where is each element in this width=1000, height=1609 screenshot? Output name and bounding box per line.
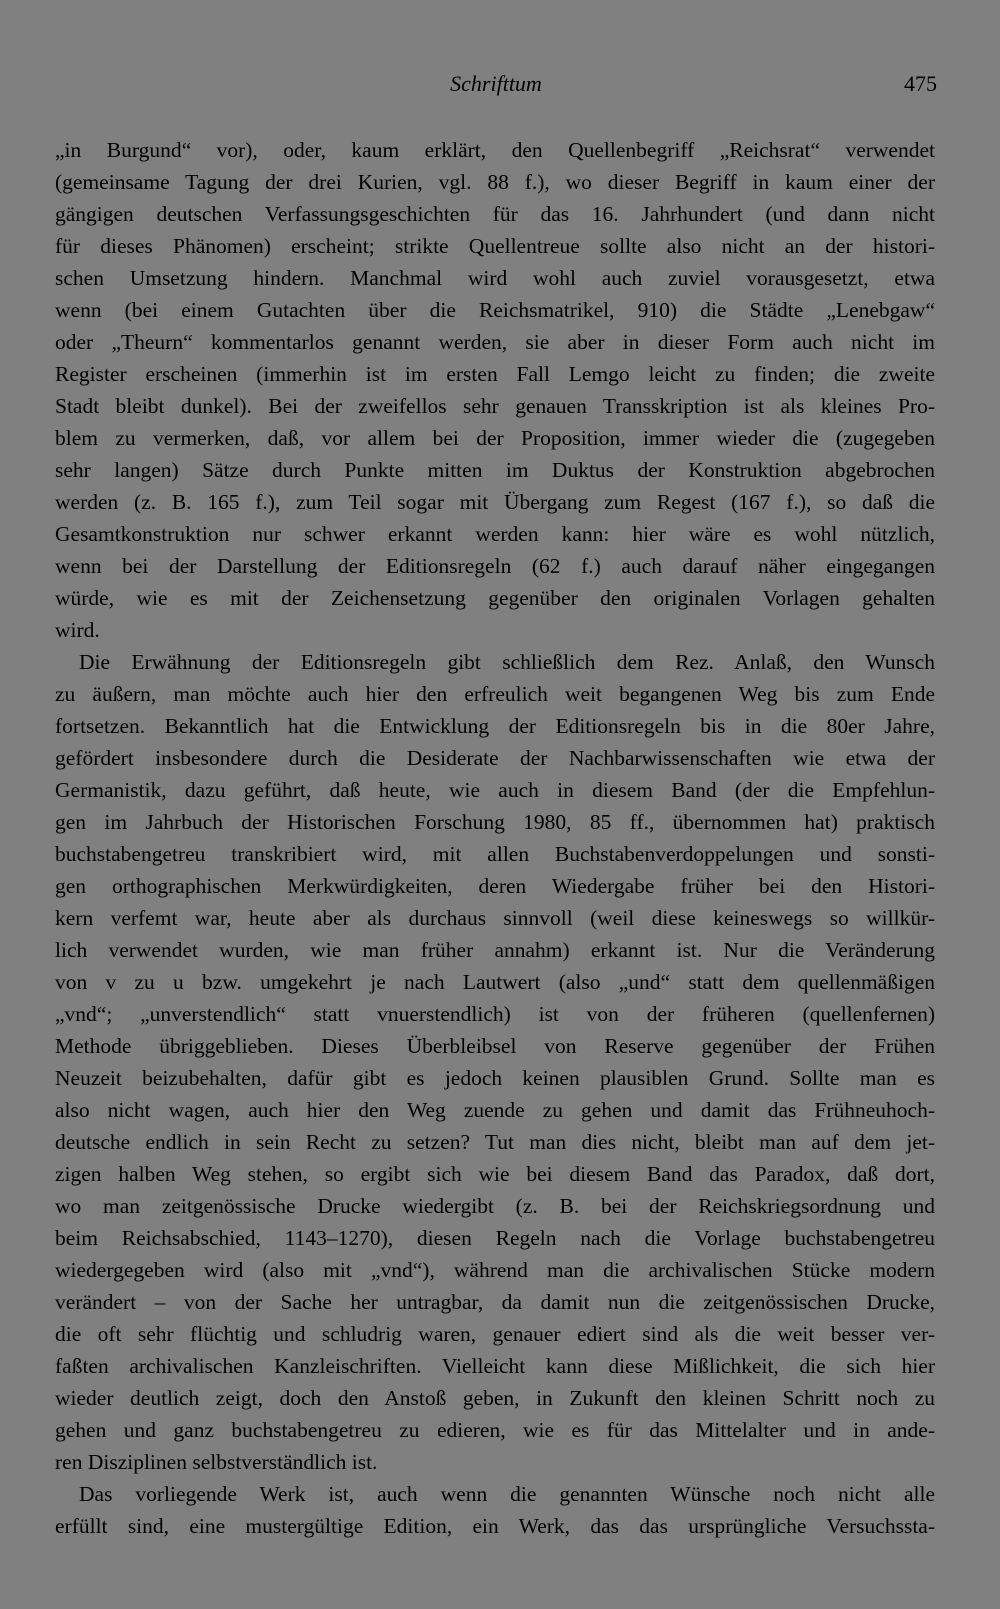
text-line: Neuzeit beizubehalten, dafür gibt es jedoch keinen plausiblen Grund. Sollte man es bbox=[55, 1066, 935, 1090]
body-text bbox=[55, 134, 935, 1542]
paragraph bbox=[55, 134, 935, 646]
text-line: wo man zeitgenössische Drucke wiedergibt (z. B. bei der Reichskriegsordnung und bbox=[55, 1194, 935, 1218]
text-line: gefördert insbesondere durch die Desiderate der Nachbarwissenschaften wie etwa der bbox=[55, 746, 935, 770]
text-line: wieder deutlich zeigt, doch den Anstoß geben, in Zukunft den kleinen Schritt noch zu bbox=[55, 1386, 935, 1410]
text-line: wird. bbox=[55, 618, 100, 642]
text-line: gehen und ganz buchstabengetreu zu edieren, wie es für das Mittelalter und in ande- bbox=[55, 1418, 935, 1442]
text-line: also nicht wagen, auch hier den Weg zuende zu gehen und damit das Frühneuhoch- bbox=[55, 1098, 935, 1122]
text-line: Die Erwähnung der Editionsregeln gibt schließlich dem Rez. Anlaß, den Wunsch bbox=[79, 650, 935, 674]
text-line: wiedergegeben wird (also mit „vnd“), während man die archivalischen Stücke modern bbox=[55, 1258, 935, 1282]
text-line: Register erscheinen (immerhin ist im ersten Fall Lemgo leicht zu finden; die zweite bbox=[55, 362, 935, 386]
text-line: blem zu vermerken, daß, vor allem bei der Proposition, immer wieder die (zugegeben bbox=[55, 426, 935, 450]
text-line: Das vorliegende Werk ist, auch wenn die genannten Wünsche noch nicht alle bbox=[79, 1482, 935, 1506]
text-line: von v zu u bzw. umgekehrt je nach Lautwert (also „und“ statt dem quellenmäßigen bbox=[55, 970, 935, 994]
text-line: faßten archivalischen Kanzleischriften. Vielleicht kann diese Mißlichkeit, die sich hier bbox=[55, 1354, 935, 1378]
paragraph bbox=[55, 646, 935, 1478]
text-line: „in Burgund“ vor), oder, kaum erklärt, den Quellenbegriff „Reichsrat“ verwendet bbox=[55, 138, 935, 162]
text-line: gen im Jahrbuch der Historischen Forschung 1980, 85 ff., übernommen hat) praktisch bbox=[55, 810, 935, 834]
text-line: wenn (bei einem Gutachten über die Reichsmatrikel, 910) die Städte „Lenebgaw“ bbox=[55, 298, 935, 322]
text-line: Stadt bleibt dunkel). Bei der zweifellos sehr genauen Transskription ist als kleines Pro- bbox=[55, 394, 935, 418]
text-line: lich verwendet wurden, wie man früher annahm) erkannt ist. Nur die Veränderung bbox=[55, 938, 935, 962]
text-line: werden (z. B. 165 f.), zum Teil sogar mit Übergang zum Regest (167 f.), so daß die bbox=[55, 490, 935, 514]
text-line: Methode übriggeblieben. Dieses Überbleibsel von Reserve gegenüber der Frühen bbox=[55, 1034, 935, 1058]
text-line: beim Reichsabschied, 1143–1270), diesen Regeln nach die Vorlage buchstabengetreu bbox=[55, 1226, 935, 1250]
text-line: gängigen deutschen Verfassungsgeschichten für das 16. Jahrhundert (und dann nicht bbox=[55, 202, 935, 226]
text-line: sehr langen) Sätze durch Punkte mitten im Duktus der Konstruktion abgebrochen bbox=[55, 458, 935, 482]
text-line: erfüllt sind, eine mustergültige Edition, ein Werk, das das ursprüngliche Versuchssta- bbox=[55, 1514, 935, 1538]
text-line: (gemeinsame Tagung der drei Kurien, vgl. 88 f.), wo dieser Begriff in kaum einer der bbox=[55, 170, 935, 194]
text-line: Gesamtkonstruktion nur schwer erkannt werden kann: hier wäre es wohl nützlich, bbox=[55, 522, 935, 546]
text-line: gen orthographischen Merkwürdigkeiten, deren Wiedergabe früher bei den Histori- bbox=[55, 874, 935, 898]
text-line: deutsche endlich in sein Recht zu setzen? Tut man dies nicht, bleibt man auf dem jet- bbox=[55, 1130, 935, 1154]
running-title: Schrifttum bbox=[450, 71, 542, 96]
page-number: 475 bbox=[904, 71, 937, 96]
text-line: zu äußern, man möchte auch hier den erfreulich weit begangenen Weg bis zum Ende bbox=[55, 682, 935, 706]
text-line: schen Umsetzung hindern. Manchmal wird wohl auch zuviel vorausgesetzt, etwa bbox=[55, 266, 935, 290]
text-line: kern verfemt war, heute aber als durchaus sinnvoll (weil diese keineswegs so willkür- bbox=[55, 906, 935, 930]
text-line: zigen halben Weg stehen, so ergibt sich wie bei diesem Band das Paradox, daß dort, bbox=[55, 1162, 935, 1186]
running-head bbox=[55, 66, 937, 102]
text-line: ren Disziplinen selbstverständlich ist. bbox=[55, 1450, 378, 1474]
text-line: verändert – von der Sache her untragbar, da damit nun die zeitgenössischen Drucke, bbox=[55, 1290, 935, 1314]
text-line: oder „Theurn“ kommentarlos genannt werden, sie aber in dieser Form auch nicht im bbox=[55, 330, 935, 354]
text-line: buchstabengetreu transkribiert wird, mit allen Buchstabenverdoppelungen und sonsti- bbox=[55, 842, 935, 866]
paragraph bbox=[55, 1478, 935, 1542]
text-line: fortsetzen. Bekanntlich hat die Entwicklung der Editionsregeln bis in die 80er Jahre, bbox=[55, 714, 935, 738]
text-line: „vnd“; „unverstendlich“ statt vnuerstendlich) ist von der früheren (quellenfernen) bbox=[55, 1002, 935, 1026]
text-line: wenn bei der Darstellung der Editionsregeln (62 f.) auch darauf näher eingegangen bbox=[55, 554, 935, 578]
text-line: Germanistik, dazu geführt, daß heute, wie auch in diesem Band (der die Empfehlun- bbox=[55, 778, 935, 802]
text-line: für dieses Phänomen) erscheint; strikte Quellentreue sollte also nicht an der histori- bbox=[55, 234, 935, 258]
text-line: würde, wie es mit der Zeichensetzung gegenüber den originalen Vorlagen gehalten bbox=[55, 586, 935, 610]
text-line: die oft sehr flüchtig und schludrig waren, genauer ediert sind als die weit besser ver- bbox=[55, 1322, 935, 1346]
